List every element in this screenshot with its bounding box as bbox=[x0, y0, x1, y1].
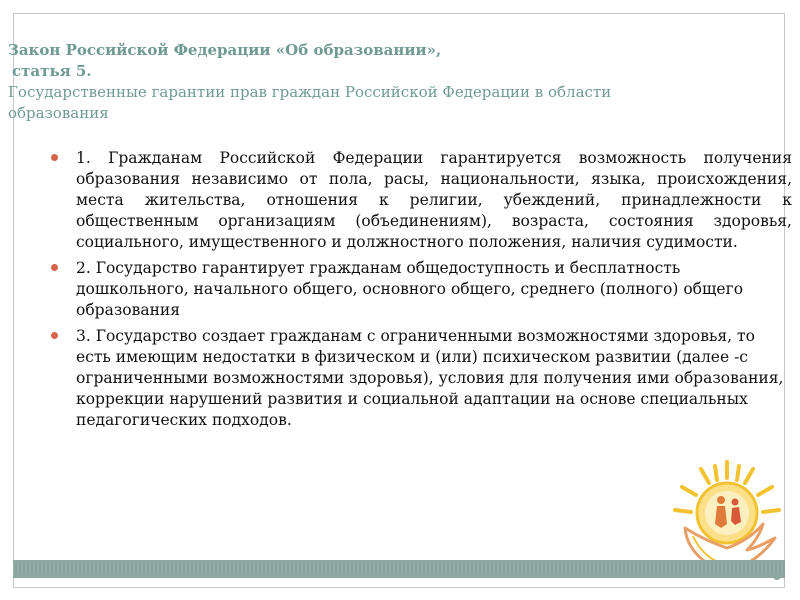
bullet-list bbox=[76, 148, 792, 436]
bullet-dot-icon bbox=[51, 154, 58, 161]
list-item-text: 2. Государство гарантирует гражданам общедоступность и бесплатность дошкольного, начального общего, основного общего, среднего (полного) общего образования bbox=[76, 259, 744, 319]
list-item-text: 1. Гражданам Российской Федерации гарантируется возможность получения образования независимо от пола, расы, национальности, языка, происхождения, места жительства, отношения к религии, убеждений, принадлежности к общественным организациям (объединениям), возраста, состояния здоровья, социального, имущественного и должностного положения, наличия судимости. bbox=[76, 149, 792, 251]
title-line-subject: Государственные гарантии прав граждан Российской Федерации в области образования bbox=[8, 83, 612, 122]
slide-title bbox=[8, 40, 708, 124]
footer-stripe bbox=[13, 563, 785, 575]
bullet-dot-icon bbox=[51, 332, 58, 339]
footer-bar bbox=[13, 560, 785, 578]
bullet-dot-icon bbox=[51, 264, 58, 271]
title-line-article: статья 5. bbox=[12, 62, 92, 80]
title-line-law: Закон Российской Федерации «Об образовании», bbox=[8, 41, 442, 59]
list-item bbox=[76, 326, 792, 431]
list-item bbox=[76, 258, 792, 321]
list-item-text: 3. Государство создает гражданам с ограниченными возможностями здоровья, то есть имеющим недостатки в физическом и (или) психическом развитии (далее -с ограниченными возможностями здоровья), условия для получения ими образования, коррекции нарушений развития и социальной адаптации на основе специальных педагогических подходов. bbox=[76, 327, 784, 429]
list-item bbox=[76, 148, 792, 253]
